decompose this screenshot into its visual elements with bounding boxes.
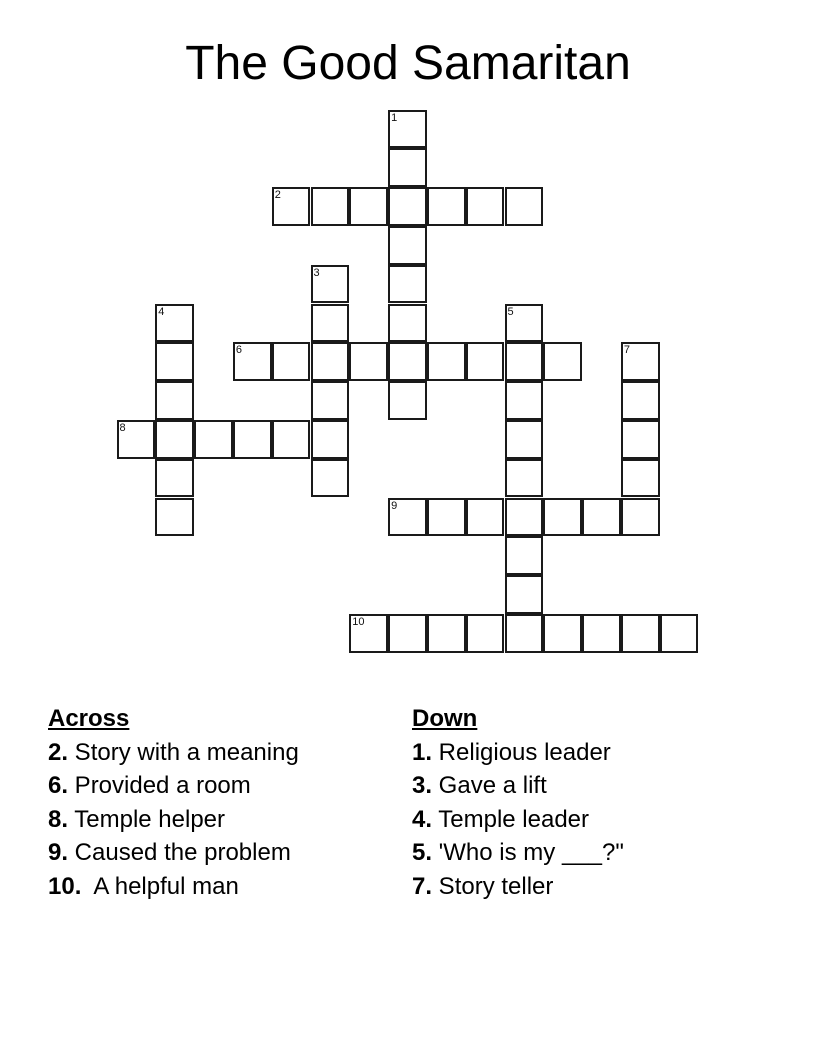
- grid-cell[interactable]: [466, 342, 505, 381]
- grid-cell[interactable]: [621, 459, 660, 498]
- grid-cell[interactable]: [117, 420, 156, 459]
- grid-cell[interactable]: [388, 226, 427, 265]
- grid-cell[interactable]: [466, 187, 505, 226]
- clue-number-label: 2: [274, 189, 281, 202]
- grid-cell[interactable]: [621, 381, 660, 420]
- clue-number-label: 7: [623, 344, 631, 357]
- grid-cell[interactable]: [311, 381, 350, 420]
- grid-cell[interactable]: [660, 614, 699, 653]
- puzzle-title: The Good Samaritan: [185, 37, 631, 90]
- grid-cell[interactable]: [388, 187, 427, 226]
- grid-cell[interactable]: [621, 342, 660, 381]
- grid-cell[interactable]: [582, 498, 621, 537]
- across-clues: [48, 702, 299, 903]
- grid-cell[interactable]: [311, 265, 350, 304]
- clue-across-9: [48, 836, 299, 870]
- clue-number-label: 8: [119, 421, 126, 434]
- grid-cell[interactable]: [621, 420, 660, 459]
- grid-cell[interactable]: [427, 342, 466, 381]
- clue-text: Story with a meaning: [68, 738, 299, 766]
- grid-cell[interactable]: [505, 342, 544, 381]
- grid-cell[interactable]: [505, 381, 544, 420]
- across-heading: Across: [48, 705, 130, 732]
- grid-cell[interactable]: [466, 498, 505, 537]
- grid-cell[interactable]: [621, 498, 660, 537]
- grid-cell[interactable]: [505, 187, 544, 226]
- grid-cell[interactable]: [505, 614, 544, 653]
- clue-number-label: 3: [313, 266, 320, 279]
- grid-cell[interactable]: [311, 342, 350, 381]
- grid-cell[interactable]: [466, 614, 505, 653]
- grid-cell[interactable]: [155, 420, 194, 459]
- clue-number-label: 9: [391, 499, 398, 512]
- grid-cell[interactable]: [505, 420, 544, 459]
- clue-number: 7.: [412, 872, 433, 900]
- clue-number-label: 5: [507, 305, 514, 318]
- clue-down-3: [412, 769, 624, 803]
- grid-cell[interactable]: [155, 381, 194, 420]
- grid-cell[interactable]: [388, 614, 427, 653]
- grid-cell[interactable]: [427, 498, 466, 537]
- down-heading: Down: [412, 705, 478, 732]
- clue-number-label: 10: [352, 615, 365, 628]
- clue-number: 6.: [48, 772, 69, 799]
- clue-down-7: [412, 870, 624, 904]
- clue-text: Gave a lift: [432, 772, 547, 799]
- clue-text: Story teller: [432, 872, 554, 900]
- grid-cell[interactable]: [272, 342, 311, 381]
- clue-text: Temple leader: [432, 805, 589, 833]
- grid-cell[interactable]: [388, 381, 427, 420]
- clue-number: 5.: [412, 839, 433, 866]
- clue-number: 10.: [48, 872, 82, 900]
- grid-cell[interactable]: [388, 304, 427, 343]
- grid-cell[interactable]: [311, 420, 350, 459]
- clue-number-label: 6: [235, 344, 243, 357]
- grid-cell[interactable]: [505, 498, 544, 537]
- clue-number: 2.: [48, 738, 69, 766]
- grid-cell[interactable]: [272, 187, 311, 226]
- grid-cell[interactable]: [621, 614, 660, 653]
- clue-text: 'Who is my ___?": [432, 839, 624, 866]
- grid-cell[interactable]: [543, 342, 582, 381]
- clue-across-8: [48, 803, 299, 837]
- grid-cell[interactable]: [427, 187, 466, 226]
- grid-cell[interactable]: [155, 459, 194, 498]
- grid-cell[interactable]: [272, 420, 311, 459]
- grid-cell[interactable]: [505, 459, 544, 498]
- grid-cell[interactable]: [582, 614, 621, 653]
- grid-cell[interactable]: [349, 614, 388, 653]
- grid-cell[interactable]: [233, 420, 272, 459]
- grid-cell[interactable]: [505, 304, 544, 343]
- clue-number: 9.: [48, 839, 69, 866]
- clue-text: Caused the problem: [68, 839, 291, 866]
- grid-cell[interactable]: [233, 342, 272, 381]
- grid-cell[interactable]: [311, 304, 350, 343]
- clue-text: Provided a room: [68, 772, 251, 799]
- grid-cell[interactable]: [155, 342, 194, 381]
- clue-text: Religious leader: [432, 738, 611, 766]
- clue-number: 8.: [48, 805, 69, 833]
- grid-cell[interactable]: [388, 498, 427, 537]
- grid-cell[interactable]: [505, 536, 544, 575]
- grid-cell[interactable]: [349, 342, 388, 381]
- clue-number-label: 1: [391, 111, 398, 124]
- clue-text: Temple helper: [68, 805, 225, 833]
- clue-down-4: [412, 803, 624, 837]
- grid-cell[interactable]: [311, 187, 350, 226]
- grid-cell[interactable]: [427, 614, 466, 653]
- grid-cell[interactable]: [388, 265, 427, 304]
- clue-number: 3.: [412, 772, 433, 799]
- clue-down-1: [412, 736, 624, 770]
- clue-across-2: [48, 736, 299, 770]
- grid-cell[interactable]: [349, 187, 388, 226]
- grid-cell[interactable]: [155, 304, 194, 343]
- clue-across-10: [48, 870, 299, 904]
- clue-text: A helpful man: [81, 872, 239, 900]
- grid-cell[interactable]: [311, 459, 350, 498]
- clue-number: 4.: [412, 805, 433, 833]
- grid-cell[interactable]: [194, 420, 233, 459]
- grid-cell[interactable]: [388, 110, 427, 149]
- clue-across-6: [48, 769, 299, 803]
- grid-cell[interactable]: [155, 498, 194, 537]
- grid-cell[interactable]: [543, 614, 582, 653]
- grid-cell[interactable]: [388, 342, 427, 381]
- clue-number-label: 4: [158, 305, 165, 318]
- grid-cell[interactable]: [388, 148, 427, 187]
- clue-down-5: [412, 836, 624, 870]
- grid-cell[interactable]: [543, 498, 582, 537]
- grid-cell[interactable]: [505, 575, 544, 614]
- down-clues: [412, 702, 624, 903]
- clue-number: 1.: [412, 738, 433, 766]
